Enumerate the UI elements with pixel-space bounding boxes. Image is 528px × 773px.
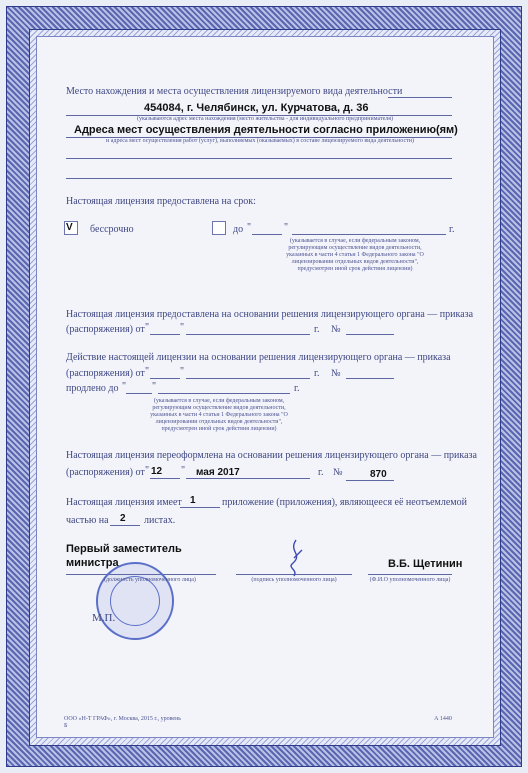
quote: " <box>145 465 150 476</box>
underline <box>252 234 282 235</box>
underline <box>110 525 140 526</box>
extend-text: Действие настоящей лицензии на основании решения лицензирующего органа — приказа <box>66 352 451 363</box>
appendix-text-2: приложение (приложения), являющееся её неотъемлемой <box>222 497 467 508</box>
extended-until: продлено до <box>66 383 119 394</box>
underline <box>292 234 446 235</box>
sheets-count: 2 <box>120 513 126 524</box>
underline <box>368 574 452 575</box>
official-seal <box>96 562 174 640</box>
sig-note-name: (Ф.И.О уполномоченного лица) <box>369 577 451 583</box>
underline <box>158 393 290 394</box>
underline <box>346 378 394 379</box>
sig-note-signature: (подпись уполномоченного лица) <box>251 577 337 583</box>
address-value: 454084, г. Челябинск, ул. Курчатова, д. 36 <box>144 102 369 114</box>
until-checkbox <box>212 221 226 235</box>
underline <box>186 334 310 335</box>
sheets-label: листах. <box>144 515 176 526</box>
year-suffix: г. <box>314 324 320 335</box>
quote: " <box>284 222 289 233</box>
underline <box>150 478 180 479</box>
underline <box>186 378 310 379</box>
until-label: до <box>233 224 244 235</box>
check-mark: V <box>66 222 73 233</box>
appendix-count: 1 <box>190 495 196 506</box>
position-line-1: Первый заместитель <box>66 543 182 555</box>
until-note: (указывается в случае, если федеральным законом, регулирующим осуществление видов деятельности, указанных в части 4 статьи 1 Федерального закона "О лицензировании отдельных видов деятельности", предусмотрен иной срок действия лицензии) <box>286 238 424 272</box>
year-suffix: г. <box>318 467 324 478</box>
underline <box>346 334 394 335</box>
number-sign: № <box>331 324 341 335</box>
year-suffix: г. <box>294 383 300 394</box>
reissue-month-year: мая 2017 <box>196 467 240 478</box>
quote: " <box>181 465 186 476</box>
number-sign: № <box>331 368 341 379</box>
underline <box>126 393 152 394</box>
quote: " <box>247 222 252 233</box>
addresses-appendix: Адреса мест осуществления деятельности согласно приложению(ям) <box>74 124 458 136</box>
position-line-2: министра <box>66 557 119 569</box>
quote: " <box>152 381 157 392</box>
year-suffix: г. <box>449 224 455 235</box>
underline <box>388 97 452 98</box>
number-sign: № <box>333 467 343 478</box>
underline <box>150 378 180 379</box>
appendix-text: Настоящая лицензия имеет <box>66 497 182 508</box>
printer-info: ООО «Н-Т ГРАФ», г. Москва, 2015 г., уровень Б <box>64 716 182 729</box>
seal-placeholder: М.П. <box>92 612 116 624</box>
reissue-day: 12 <box>151 466 163 477</box>
addresses-note: и адреса мест осуществления работ (услуг), выполняемых (оказываемых) в составе лицензируемого вида деятельности) <box>106 138 414 144</box>
indefinite-label: бессрочно <box>90 224 134 235</box>
sig-note-position: (должность уполномоченного лица) <box>104 577 196 583</box>
quote: " <box>145 322 150 333</box>
reissue-number: 870 <box>370 469 387 480</box>
underline <box>66 158 452 159</box>
term-header: Настоящая лицензия предоставлена на срок: <box>66 196 256 207</box>
place-header: Место нахождения и места осуществления лицензируемого вида деятельности <box>66 86 403 97</box>
underline <box>150 334 180 335</box>
extend-note: (указывается в случае, если федеральным законом, регулирующим осуществление видов деятельности, указанных в части 4 статьи 1 Федерального закона "О лицензировании отдельных видов деятельности", предусмотрен иной срок действия лицензии) <box>150 398 288 432</box>
quote: " <box>180 366 185 377</box>
reissue-text: Настоящая лицензия переоформлена на основании решения лицензирующего органа — приказа <box>66 450 477 461</box>
underline <box>186 478 310 479</box>
quote: " <box>122 381 127 392</box>
extend-text-2: (распоряжения) от <box>66 368 145 379</box>
address-note: (указываются адрес места нахождения (место жительства - для индивидуального предпринимателя) <box>136 116 394 122</box>
underline <box>346 480 394 481</box>
form-code: А 1440 <box>434 716 452 722</box>
underline <box>66 178 452 179</box>
underline <box>180 507 220 508</box>
quote: " <box>145 366 150 377</box>
year-suffix: г. <box>314 368 320 379</box>
reissue-text-2: (распоряжения) от <box>66 467 145 478</box>
signer-name: В.Б. Щетинин <box>388 558 463 570</box>
basis-text-2: (распоряжения) от <box>66 324 145 335</box>
basis-text: Настоящая лицензия предоставлена на основании решения лицензирующего органа — приказа <box>66 309 474 320</box>
handwritten-signature <box>282 538 308 578</box>
quote: " <box>180 322 185 333</box>
parts-text: частью на <box>66 515 109 526</box>
